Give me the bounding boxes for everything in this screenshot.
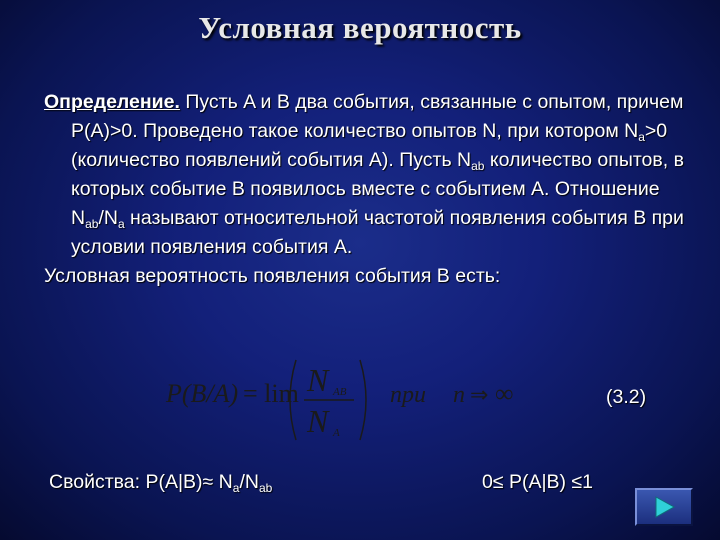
formula-numerator-sub: AB [333, 386, 347, 398]
definition-text-3: количество опытов, в которых событие B появилось вместе с событием A. Отношение N [71, 149, 684, 229]
formula-denominator-sub: A [333, 427, 340, 439]
formula-lim: = lim [243, 379, 299, 408]
formula-denominator: N [307, 403, 329, 439]
properties-text-1: Свойства: P(A|B)≈ N [49, 471, 233, 493]
play-next-icon [654, 496, 676, 518]
subscript-ab: ab [471, 159, 485, 173]
properties-line [49, 471, 272, 494]
formula-condition-word: при [390, 382, 426, 408]
definition-text-4: /N [98, 207, 118, 229]
conditional-probability-intro: Условная вероятность появления события B есть: [44, 265, 501, 287]
properties-text-2: /N [239, 471, 259, 493]
slide-title: Условная вероятность [198, 10, 522, 45]
formula-condition-var: n [453, 382, 465, 408]
formula-lhs: P(B/A) [166, 379, 239, 408]
definition-label: Определение. [44, 91, 180, 113]
definition-paragraph [44, 88, 684, 262]
formula-numerator: N [307, 362, 329, 398]
next-slide-button[interactable] [635, 488, 693, 526]
formula-infinity: ∞ [495, 379, 514, 408]
right-paren [360, 360, 366, 440]
subscript-ab-2: ab [85, 217, 99, 231]
definition-text-2: >0 (количество появлений события A). Пусть N [71, 120, 668, 171]
slide-body [44, 88, 684, 291]
probability-range: 0≤ P(A|B) ≤1 [482, 471, 594, 493]
subscript-a-2: a [117, 217, 125, 231]
properties-sub-a: a [232, 481, 240, 495]
formula-arrow: ⇒ [470, 382, 489, 407]
subscript-a: a [638, 130, 645, 144]
properties-sub-ab: ab [258, 481, 273, 495]
definition-text-5: называют относительной частотой появления события B при условии появления события A. [71, 207, 684, 258]
equation-number: (3.2) [606, 386, 647, 408]
definition-text-1: Пусть A и B два события, связанные с опытом, причем P(A)>0. Проведено такое количество опытов N, при котором N [71, 91, 684, 142]
